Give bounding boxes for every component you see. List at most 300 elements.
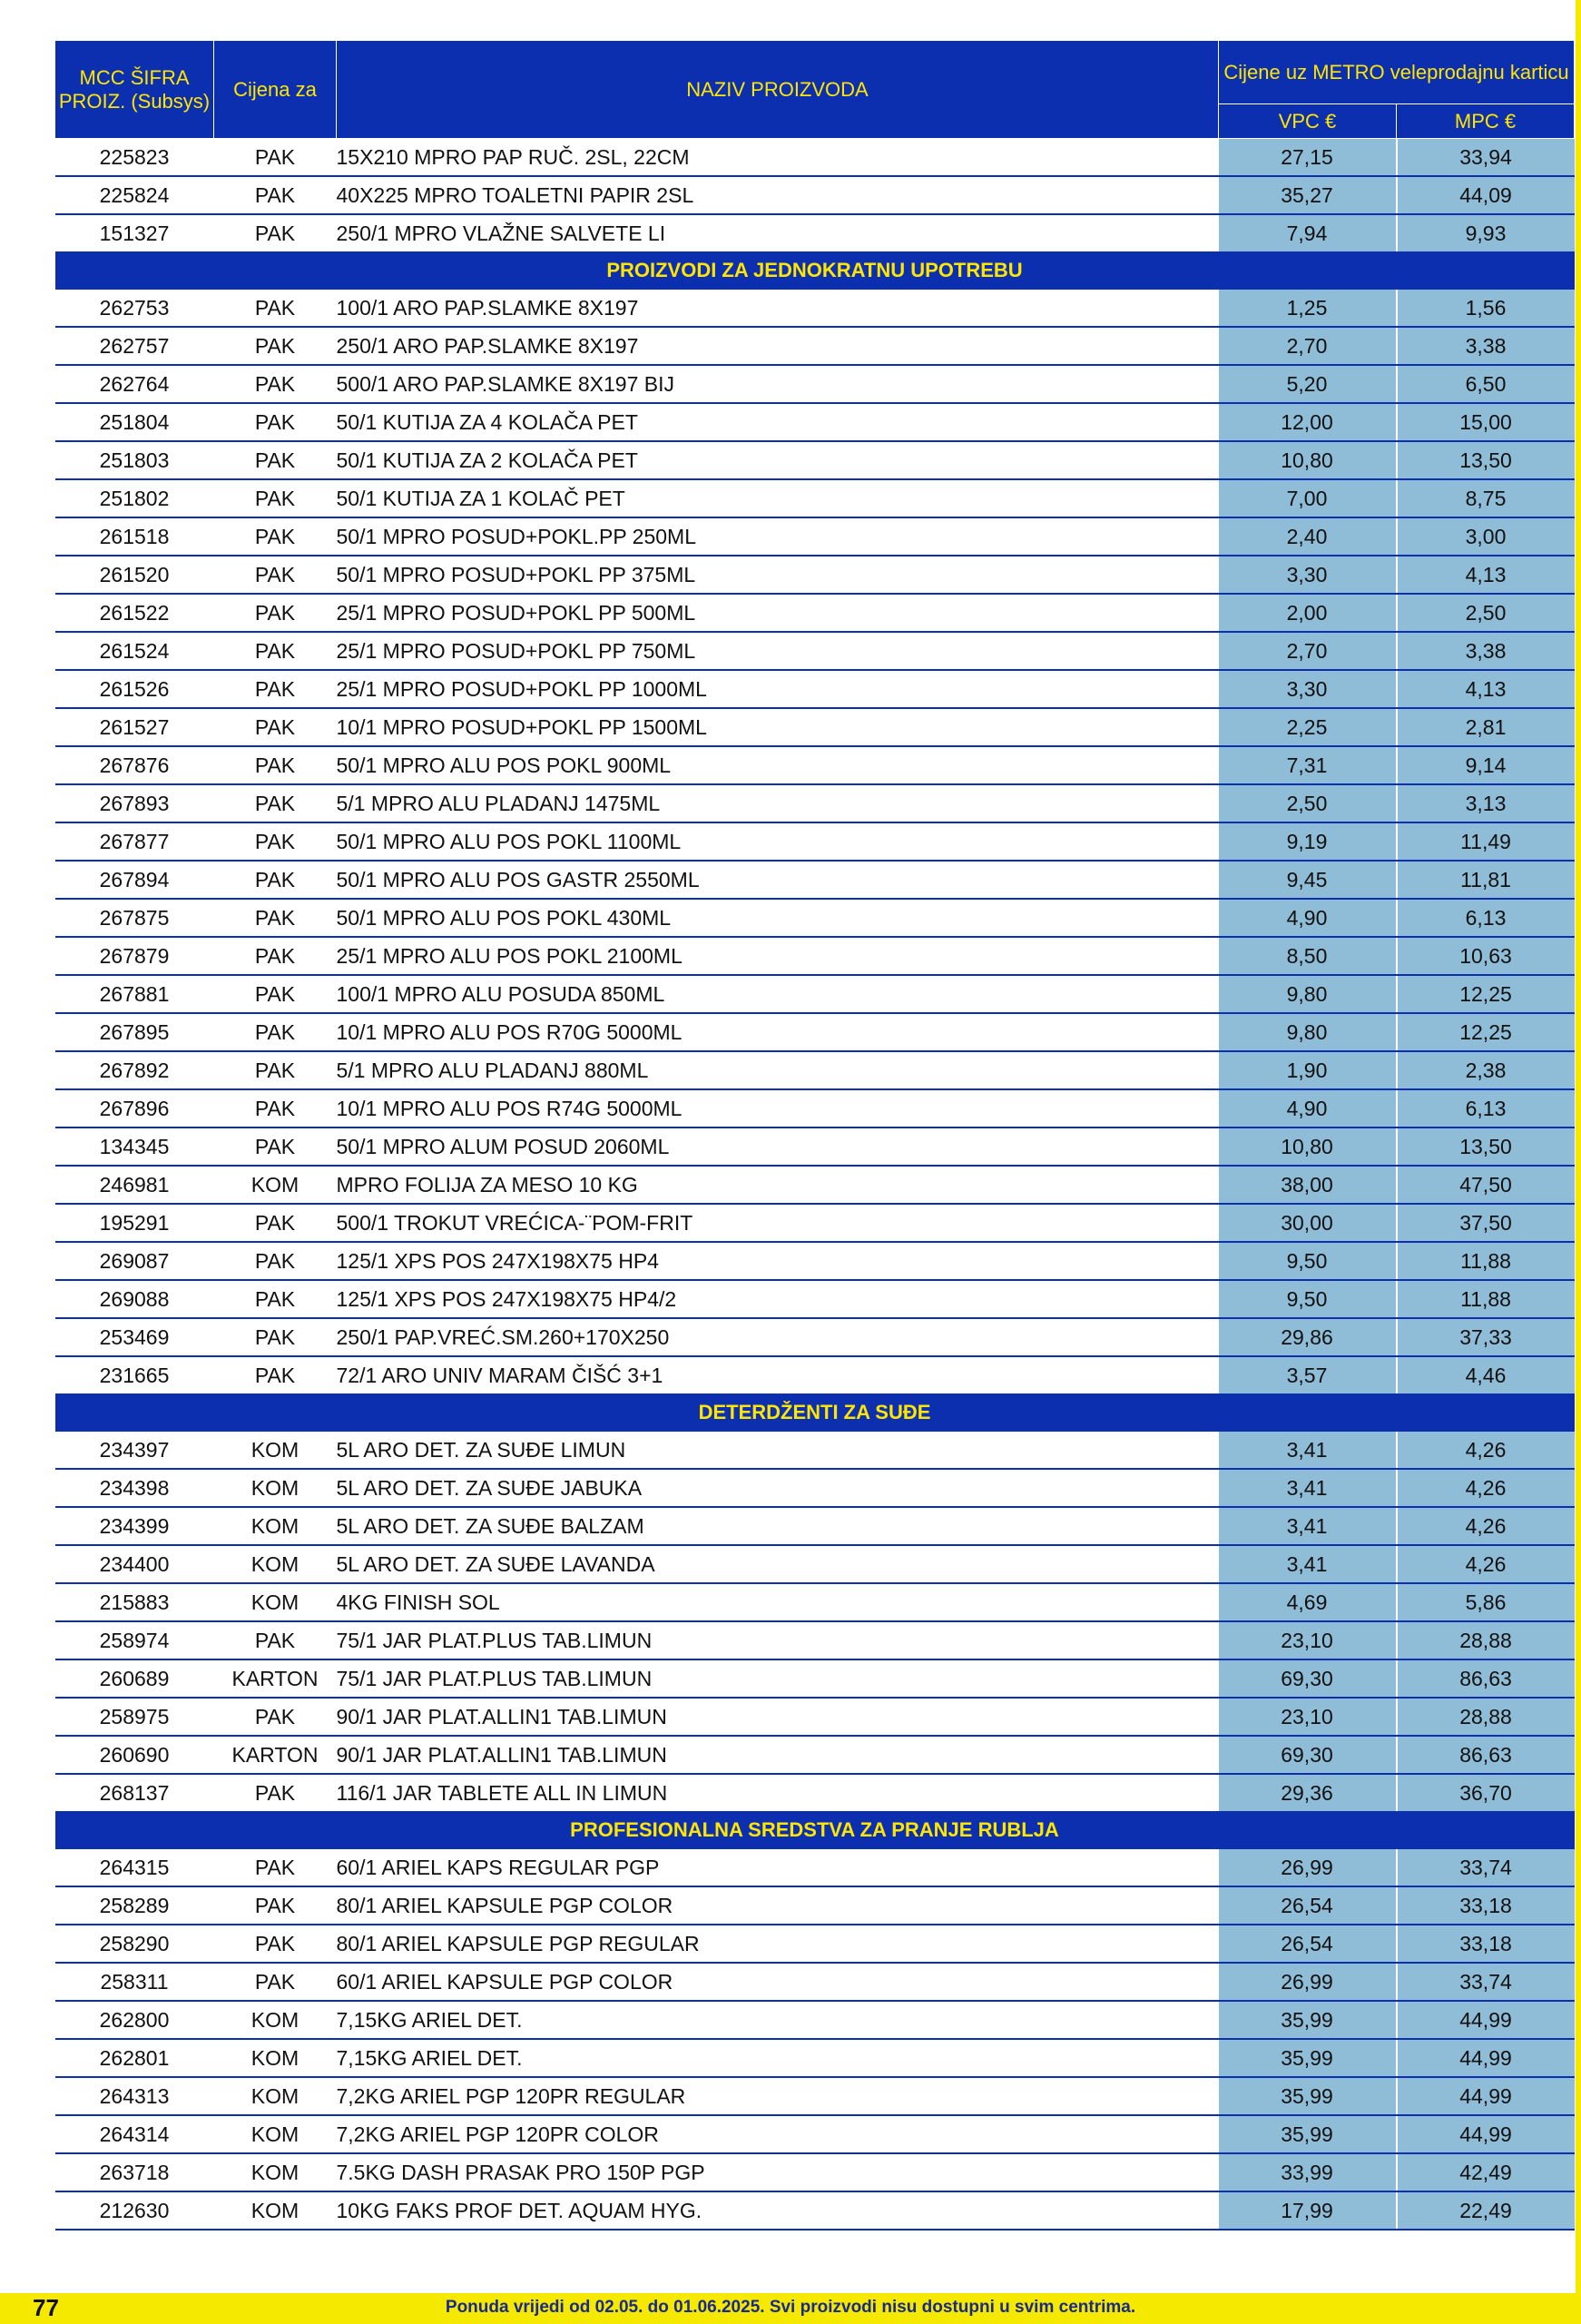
product-code: 262757 [55, 327, 214, 365]
table-row [55, 403, 1575, 441]
price-vpc: 7,00 [1219, 479, 1397, 517]
price-vpc: 3,41 [1219, 1507, 1397, 1545]
price-mpc: 44,99 [1397, 2115, 1575, 2153]
price-unit: PAK [214, 1356, 337, 1394]
table-row [55, 1356, 1575, 1394]
product-name: 100/1 ARO PAP.SLAMKE 8X197 [337, 289, 1219, 327]
price-mpc: 12,25 [1397, 1013, 1575, 1051]
product-name: 10/1 MPRO POSUD+POKL PP 1500ML [337, 708, 1219, 746]
price-mpc: 6,13 [1397, 1089, 1575, 1128]
product-code: 234400 [55, 1545, 214, 1583]
product-name: 50/1 KUTIJA ZA 4 KOLAČA PET [337, 403, 1219, 441]
price-unit: KOM [214, 1469, 337, 1507]
product-code: 212630 [55, 2191, 214, 2230]
product-code: 262753 [55, 289, 214, 327]
price-mpc: 15,00 [1397, 403, 1575, 441]
product-name: 50/1 MPRO ALU POS POKL 1100ML [337, 822, 1219, 861]
product-code: 269088 [55, 1280, 214, 1318]
price-mpc: 33,18 [1397, 1886, 1575, 1925]
product-code: 251802 [55, 479, 214, 517]
table-row [55, 1166, 1575, 1204]
price-unit: PAK [214, 937, 337, 975]
product-name: 500/1 TROKUT VREĆICA-¨POM-FRIT [337, 1204, 1219, 1242]
price-mpc: 4,26 [1397, 1507, 1575, 1545]
product-name: 7,2KG ARIEL PGP 120PR REGULAR [337, 2077, 1219, 2115]
price-vpc: 30,00 [1219, 1204, 1397, 1242]
table-row [55, 139, 1575, 177]
price-mpc: 42,49 [1397, 2153, 1575, 2191]
price-unit: PAK [214, 1204, 337, 1242]
price-mpc: 1,56 [1397, 289, 1575, 327]
product-code: 234399 [55, 1507, 214, 1545]
price-vpc: 9,45 [1219, 861, 1397, 899]
product-name: 125/1 XPS POS 247X198X75 HP4/2 [337, 1280, 1219, 1318]
price-unit: PAK [214, 517, 337, 556]
table-row [55, 441, 1575, 479]
product-name: 90/1 JAR PLAT.ALLIN1 TAB.LIMUN [337, 1736, 1219, 1774]
product-name: 5L ARO DET. ZA SUĐE LAVANDA [337, 1545, 1219, 1583]
product-code: 251804 [55, 403, 214, 441]
product-name: 25/1 MPRO ALU POS POKL 2100ML [337, 937, 1219, 975]
product-code: 267879 [55, 937, 214, 975]
product-name: 125/1 XPS POS 247X198X75 HP4 [337, 1242, 1219, 1280]
price-unit: KOM [214, 2001, 337, 2039]
product-name: MPRO FOLIJA ZA MESO 10 KG [337, 1166, 1219, 1204]
product-name: 10/1 MPRO ALU POS R74G 5000ML [337, 1089, 1219, 1128]
price-vpc: 12,00 [1219, 403, 1397, 441]
product-name: 10/1 MPRO ALU POS R70G 5000ML [337, 1013, 1219, 1051]
price-unit: PAK [214, 403, 337, 441]
header-mpc: MPC € [1397, 104, 1575, 139]
product-code: 151327 [55, 214, 214, 252]
price-mpc: 33,94 [1397, 139, 1575, 177]
price-unit: PAK [214, 1013, 337, 1051]
section-header [55, 1812, 1575, 1848]
price-unit: PAK [214, 556, 337, 594]
price-mpc: 47,50 [1397, 1166, 1575, 1204]
product-code: 231665 [55, 1356, 214, 1394]
product-code: 264314 [55, 2115, 214, 2153]
price-vpc: 29,86 [1219, 1318, 1397, 1356]
table-row [55, 1583, 1575, 1621]
product-name: 50/1 MPRO ALU POS POKL 900ML [337, 746, 1219, 784]
product-code: 267893 [55, 784, 214, 822]
section-header [55, 1394, 1575, 1431]
price-mpc: 37,33 [1397, 1318, 1575, 1356]
header-price-group: Cijene uz METRO veleprodajnu karticu [1219, 41, 1575, 104]
price-unit: PAK [214, 670, 337, 708]
table-row [55, 1886, 1575, 1925]
price-mpc: 4,26 [1397, 1545, 1575, 1583]
price-unit: PAK [214, 861, 337, 899]
product-name: 5L ARO DET. ZA SUĐE BALZAM [337, 1507, 1219, 1545]
header-name: NAZIV PROIZVODA [337, 41, 1219, 139]
product-code: 258975 [55, 1698, 214, 1736]
section-title: DETERDŽENTI ZA SUĐE [55, 1394, 1575, 1431]
price-mpc: 86,63 [1397, 1736, 1575, 1774]
product-code: 267892 [55, 1051, 214, 1089]
price-vpc: 23,10 [1219, 1698, 1397, 1736]
table-row [55, 1280, 1575, 1318]
product-code: 258974 [55, 1621, 214, 1659]
product-name: 50/1 MPRO ALU POS GASTR 2550ML [337, 861, 1219, 899]
price-unit: PAK [214, 1925, 337, 1963]
price-unit: PAK [214, 1698, 337, 1736]
table-row [55, 1128, 1575, 1166]
product-code: 269087 [55, 1242, 214, 1280]
price-mpc: 44,99 [1397, 2077, 1575, 2115]
table-row [55, 1051, 1575, 1089]
price-vpc: 26,99 [1219, 1963, 1397, 2001]
price-vpc: 35,99 [1219, 2039, 1397, 2077]
price-vpc: 3,41 [1219, 1469, 1397, 1507]
price-vpc: 7,31 [1219, 746, 1397, 784]
product-name: 500/1 ARO PAP.SLAMKE 8X197 BIJ [337, 365, 1219, 403]
price-unit: KOM [214, 1166, 337, 1204]
price-unit: KOM [214, 2077, 337, 2115]
table-row [55, 556, 1575, 594]
table-row [55, 2077, 1575, 2115]
table-row [55, 1659, 1575, 1698]
price-vpc: 4,69 [1219, 1583, 1397, 1621]
price-mpc: 11,88 [1397, 1280, 1575, 1318]
price-unit: PAK [214, 1886, 337, 1925]
table-row [55, 861, 1575, 899]
table-row [55, 2115, 1575, 2153]
price-unit: KARTON [214, 1659, 337, 1698]
table-row [55, 517, 1575, 556]
price-mpc: 5,86 [1397, 1583, 1575, 1621]
table-row [55, 670, 1575, 708]
price-mpc: 3,13 [1397, 784, 1575, 822]
table-row [55, 937, 1575, 975]
section-title: PROIZVODI ZA JEDNOKRATNU UPOTREBU [55, 252, 1575, 289]
price-vpc: 9,50 [1219, 1242, 1397, 1280]
price-vpc: 3,41 [1219, 1431, 1397, 1469]
price-vpc: 2,25 [1219, 708, 1397, 746]
product-code: 267881 [55, 975, 214, 1013]
price-unit: PAK [214, 1774, 337, 1812]
product-code: 261527 [55, 708, 214, 746]
price-mpc: 44,99 [1397, 2001, 1575, 2039]
table-row [55, 365, 1575, 403]
price-vpc: 9,19 [1219, 822, 1397, 861]
price-unit: KOM [214, 1545, 337, 1583]
product-name: 80/1 ARIEL KAPSULE PGP COLOR [337, 1886, 1219, 1925]
product-name: 72/1 ARO UNIV MARAM ČIŠĆ 3+1 [337, 1356, 1219, 1394]
table-row [55, 2153, 1575, 2191]
price-vpc: 8,50 [1219, 937, 1397, 975]
table-row [55, 327, 1575, 365]
price-vpc: 10,80 [1219, 441, 1397, 479]
price-unit: KOM [214, 1507, 337, 1545]
price-unit: PAK [214, 1089, 337, 1128]
price-unit: PAK [214, 289, 337, 327]
price-unit: KOM [214, 2039, 337, 2077]
price-mpc: 2,38 [1397, 1051, 1575, 1089]
product-code: 262801 [55, 2039, 214, 2077]
product-name: 15X210 MPRO PAP RUČ. 2SL, 22CM [337, 139, 1219, 177]
price-mpc: 33,18 [1397, 1925, 1575, 1963]
table-row [55, 899, 1575, 937]
product-name: 250/1 PAP.VREĆ.SM.260+170X250 [337, 1318, 1219, 1356]
product-name: 5L ARO DET. ZA SUĐE LIMUN [337, 1431, 1219, 1469]
price-unit: KOM [214, 2115, 337, 2153]
section-header [55, 252, 1575, 289]
price-vpc: 9,50 [1219, 1280, 1397, 1318]
price-vpc: 33,99 [1219, 2153, 1397, 2191]
price-vpc: 3,41 [1219, 1545, 1397, 1583]
table-row [55, 975, 1575, 1013]
price-mpc: 4,26 [1397, 1469, 1575, 1507]
price-unit: PAK [214, 214, 337, 252]
header-vpc: VPC € [1219, 104, 1397, 139]
price-vpc: 23,10 [1219, 1621, 1397, 1659]
price-vpc: 69,30 [1219, 1736, 1397, 1774]
price-unit: PAK [214, 975, 337, 1013]
footer-note: Ponuda vrijedi od 02.05. do 01.06.2025. Svi proizvodi nisu dostupni u svim centrima. [445, 2298, 1136, 2317]
product-name: 40X225 MPRO TOALETNI PAPIR 2SL [337, 176, 1219, 214]
price-mpc: 9,93 [1397, 214, 1575, 252]
price-unit: KOM [214, 2153, 337, 2191]
table-row [55, 822, 1575, 861]
product-name: 50/1 MPRO ALU POS POKL 430ML [337, 899, 1219, 937]
table-row [55, 1848, 1575, 1886]
price-mpc: 10,63 [1397, 937, 1575, 975]
price-vpc: 3,57 [1219, 1356, 1397, 1394]
table-row [55, 1698, 1575, 1736]
price-vpc: 2,40 [1219, 517, 1397, 556]
price-mpc: 37,50 [1397, 1204, 1575, 1242]
price-vpc: 1,90 [1219, 1051, 1397, 1089]
table-row [55, 214, 1575, 252]
table-row [55, 594, 1575, 632]
product-name: 50/1 KUTIJA ZA 2 KOLAČA PET [337, 441, 1219, 479]
product-code: 134345 [55, 1128, 214, 1166]
price-vpc: 35,99 [1219, 2077, 1397, 2115]
price-mpc: 3,00 [1397, 517, 1575, 556]
table-row [55, 1545, 1575, 1583]
price-vpc: 5,20 [1219, 365, 1397, 403]
price-vpc: 2,70 [1219, 327, 1397, 365]
table-row [55, 1318, 1575, 1356]
header-unit: Cijena za [214, 41, 337, 139]
price-unit: PAK [214, 441, 337, 479]
product-name: 7,2KG ARIEL PGP 120PR COLOR [337, 2115, 1219, 2153]
product-name: 50/1 MPRO POSUD+POKL PP 375ML [337, 556, 1219, 594]
price-mpc: 44,09 [1397, 176, 1575, 214]
table-row [55, 1431, 1575, 1469]
price-unit: PAK [214, 1128, 337, 1166]
product-name: 250/1 ARO PAP.SLAMKE 8X197 [337, 327, 1219, 365]
price-unit: PAK [214, 822, 337, 861]
product-name: 100/1 MPRO ALU POSUDA 850ML [337, 975, 1219, 1013]
table-row [55, 1013, 1575, 1051]
table-row [55, 2001, 1575, 2039]
product-code: 267877 [55, 822, 214, 861]
product-name: 50/1 MPRO POSUD+POKL.PP 250ML [337, 517, 1219, 556]
table-row [55, 2191, 1575, 2230]
price-vpc: 9,80 [1219, 1013, 1397, 1051]
product-code: 261524 [55, 632, 214, 670]
table-row [55, 784, 1575, 822]
price-vpc: 27,15 [1219, 139, 1397, 177]
table-row [55, 1736, 1575, 1774]
price-vpc: 4,90 [1219, 1089, 1397, 1128]
price-unit: PAK [214, 1621, 337, 1659]
price-unit: PAK [214, 139, 337, 177]
yellow-edge-right [1576, 0, 1581, 2324]
header-code: MCC ŠIFRA PROIZ. (Subsys) [55, 41, 214, 139]
product-name: 25/1 MPRO POSUD+POKL PP 1000ML [337, 670, 1219, 708]
product-code: 262764 [55, 365, 214, 403]
product-code: 267876 [55, 746, 214, 784]
product-code: 258290 [55, 1925, 214, 1963]
price-vpc: 38,00 [1219, 1166, 1397, 1204]
price-vpc: 35,99 [1219, 2001, 1397, 2039]
product-code: 261518 [55, 517, 214, 556]
product-name: 80/1 ARIEL KAPSULE PGP REGULAR [337, 1925, 1219, 1963]
price-unit: PAK [214, 327, 337, 365]
price-mpc: 11,81 [1397, 861, 1575, 899]
product-name: 60/1 ARIEL KAPSULE PGP COLOR [337, 1963, 1219, 2001]
product-name: 7,15KG ARIEL DET. [337, 2001, 1219, 2039]
product-code: 261526 [55, 670, 214, 708]
product-code: 225823 [55, 139, 214, 177]
product-code: 246981 [55, 1166, 214, 1204]
price-unit: PAK [214, 746, 337, 784]
price-mpc: 4,46 [1397, 1356, 1575, 1394]
price-unit: KARTON [214, 1736, 337, 1774]
product-name: 10KG FAKS PROF DET. AQUAM HYG. [337, 2191, 1219, 2230]
price-mpc: 3,38 [1397, 632, 1575, 670]
price-mpc: 13,50 [1397, 1128, 1575, 1166]
product-name: 90/1 JAR PLAT.ALLIN1 TAB.LIMUN [337, 1698, 1219, 1736]
product-code: 264315 [55, 1848, 214, 1886]
price-mpc: 8,75 [1397, 479, 1575, 517]
price-vpc: 10,80 [1219, 1128, 1397, 1166]
product-code: 260690 [55, 1736, 214, 1774]
product-name: 116/1 JAR TABLETE ALL IN LIMUN [337, 1774, 1219, 1812]
table-row [55, 1963, 1575, 2001]
product-code: 225824 [55, 176, 214, 214]
price-unit: PAK [214, 479, 337, 517]
price-unit: PAK [214, 1848, 337, 1886]
product-code: 260689 [55, 1659, 214, 1698]
price-unit: PAK [214, 708, 337, 746]
price-unit: PAK [214, 176, 337, 214]
product-code: 267894 [55, 861, 214, 899]
price-unit: KOM [214, 1431, 337, 1469]
product-code: 267896 [55, 1089, 214, 1128]
table-row [55, 479, 1575, 517]
price-vpc: 3,30 [1219, 670, 1397, 708]
price-mpc: 4,26 [1397, 1431, 1575, 1469]
table-row [55, 632, 1575, 670]
price-mpc: 4,13 [1397, 556, 1575, 594]
price-mpc: 6,50 [1397, 365, 1575, 403]
product-code: 263718 [55, 2153, 214, 2191]
section-title: PROFESIONALNA SREDSTVA ZA PRANJE RUBLJA [55, 1812, 1575, 1848]
product-code: 267895 [55, 1013, 214, 1051]
product-code: 258289 [55, 1886, 214, 1925]
price-unit: KOM [214, 1583, 337, 1621]
product-name: 50/1 MPRO ALUM POSUD 2060ML [337, 1128, 1219, 1166]
price-mpc: 4,13 [1397, 670, 1575, 708]
product-code: 215883 [55, 1583, 214, 1621]
price-vpc: 7,94 [1219, 214, 1397, 252]
product-name: 7,15KG ARIEL DET. [337, 2039, 1219, 2077]
price-unit: PAK [214, 632, 337, 670]
price-vpc: 4,90 [1219, 899, 1397, 937]
price-mpc: 28,88 [1397, 1621, 1575, 1659]
table-row [55, 708, 1575, 746]
price-mpc: 86,63 [1397, 1659, 1575, 1698]
price-mpc: 11,88 [1397, 1242, 1575, 1280]
product-code: 268137 [55, 1774, 214, 1812]
product-name: 5/1 MPRO ALU PLADANJ 880ML [337, 1051, 1219, 1089]
price-mpc: 9,14 [1397, 746, 1575, 784]
table-row [55, 176, 1575, 214]
product-name: 25/1 MPRO POSUD+POKL PP 750ML [337, 632, 1219, 670]
table-row [55, 1204, 1575, 1242]
price-mpc: 12,25 [1397, 975, 1575, 1013]
price-vpc: 26,54 [1219, 1886, 1397, 1925]
table-body [55, 139, 1575, 2230]
price-unit: PAK [214, 1963, 337, 2001]
price-unit: PAK [214, 1280, 337, 1318]
price-vpc: 9,80 [1219, 975, 1397, 1013]
table-row [55, 1774, 1575, 1812]
price-mpc: 33,74 [1397, 1848, 1575, 1886]
table-row [55, 1925, 1575, 1963]
table-row [55, 1089, 1575, 1128]
price-vpc: 26,54 [1219, 1925, 1397, 1963]
price-mpc: 13,50 [1397, 441, 1575, 479]
product-code: 267875 [55, 899, 214, 937]
price-unit: KOM [214, 2191, 337, 2230]
price-vpc: 1,25 [1219, 289, 1397, 327]
product-code: 261522 [55, 594, 214, 632]
product-code: 262800 [55, 2001, 214, 2039]
price-vpc: 35,27 [1219, 176, 1397, 214]
table-row [55, 1469, 1575, 1507]
product-name: 25/1 MPRO POSUD+POKL PP 500ML [337, 594, 1219, 632]
page-number: 77 [33, 2294, 59, 2321]
price-mpc: 44,99 [1397, 2039, 1575, 2077]
price-vpc: 2,70 [1219, 632, 1397, 670]
table-row [55, 746, 1575, 784]
price-mpc: 3,38 [1397, 327, 1575, 365]
price-unit: PAK [214, 1318, 337, 1356]
price-unit: PAK [214, 594, 337, 632]
price-vpc: 2,00 [1219, 594, 1397, 632]
price-unit: PAK [214, 1242, 337, 1280]
product-code: 264313 [55, 2077, 214, 2115]
product-code: 234398 [55, 1469, 214, 1507]
product-name: 75/1 JAR PLAT.PLUS TAB.LIMUN [337, 1659, 1219, 1698]
product-code: 253469 [55, 1318, 214, 1356]
table-row [55, 289, 1575, 327]
product-code: 261520 [55, 556, 214, 594]
table-row [55, 1621, 1575, 1659]
product-name: 75/1 JAR PLAT.PLUS TAB.LIMUN [337, 1621, 1219, 1659]
product-name: 250/1 MPRO VLAŽNE SALVETE LI [337, 214, 1219, 252]
product-name: 4KG FINISH SOL [337, 1583, 1219, 1621]
table-row [55, 2039, 1575, 2077]
price-mpc: 6,13 [1397, 899, 1575, 937]
price-mpc: 2,81 [1397, 708, 1575, 746]
